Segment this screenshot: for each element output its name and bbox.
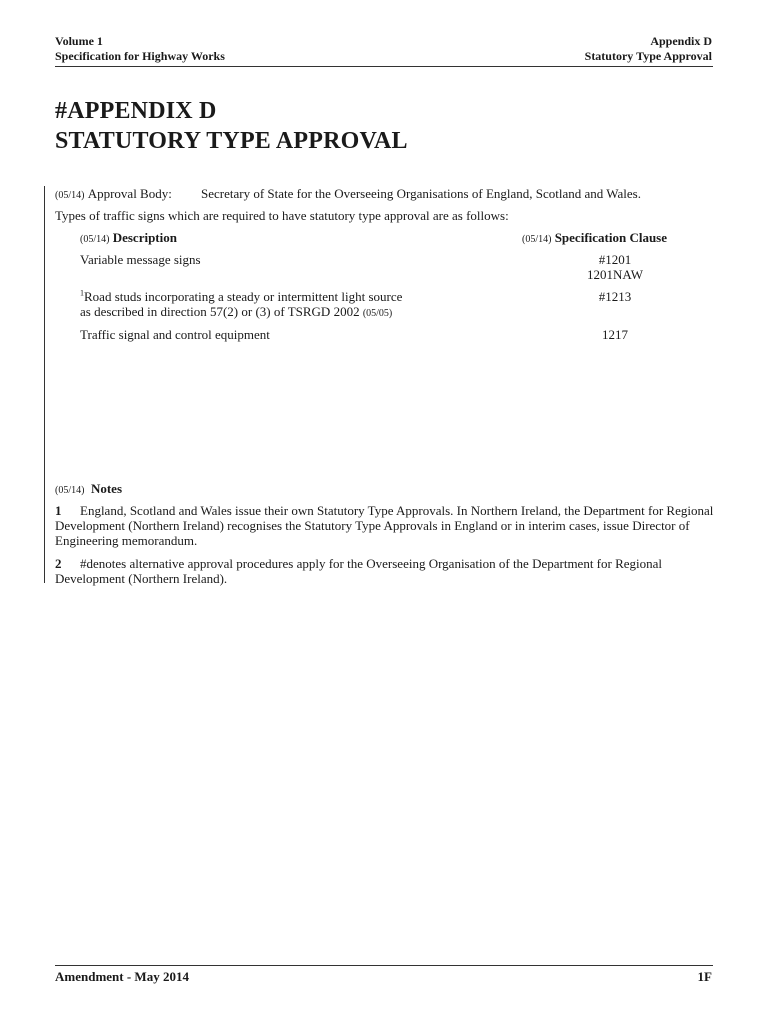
- footnote-marker: 1: [80, 288, 84, 298]
- note-text: England, Scotland and Wales issue their own Statutory Type Approvals. In Northern Ireland, the Department for Regional Development (Northern Ireland) recognises the Statutory Type Approvals in England or in interim cases, issue Director of Engineering memorandum.: [55, 503, 714, 548]
- volume-label: Volume 1: [55, 34, 103, 48]
- note-1: [55, 503, 717, 548]
- table-row-2-description: [80, 289, 480, 321]
- running-header-left: [55, 34, 225, 64]
- title-line-1: #APPENDIX D: [55, 98, 217, 124]
- amendment-tag: (05/14): [522, 234, 552, 245]
- amendment-tag: (05/05): [362, 308, 393, 319]
- clause-column-header: [522, 230, 667, 247]
- clause-value: #1201: [598, 252, 632, 267]
- amendment-tag: (05/14): [80, 234, 110, 245]
- spec-label: Specification for Highway Works: [55, 49, 225, 63]
- description-line: Road studs incorporating a steady or intermittent light source: [84, 289, 403, 304]
- clause-value: 1217: [602, 327, 628, 342]
- note-text: #denotes alternative approval procedures apply for the Overseeing Organisation of the Department for Regional Development (Northern Ireland).: [55, 556, 663, 586]
- amendment-footer: Amendment - May 2014: [55, 969, 189, 984]
- amendment-tag: (05/14): [55, 190, 85, 201]
- amendment-change-bar: [44, 186, 45, 583]
- clause-value: #1213: [598, 289, 632, 304]
- footer-rule: [55, 965, 713, 966]
- running-header-right: [585, 34, 712, 64]
- appendix-label: Appendix D: [650, 34, 712, 48]
- table-row-1-clause: [540, 252, 690, 282]
- notes-heading-text: Notes: [90, 481, 122, 496]
- page-title: [55, 96, 408, 156]
- subject-label: Statutory Type Approval: [584, 49, 712, 63]
- page-number: 1F: [697, 969, 712, 984]
- notes-heading: [55, 481, 122, 498]
- clause-value: 1201NAW: [586, 267, 643, 282]
- table-row-2-clause: [540, 289, 690, 304]
- note-number: 2: [55, 556, 62, 571]
- title-line-2: STATUTORY TYPE APPROVAL: [55, 128, 408, 154]
- header-rule: [55, 66, 713, 67]
- table-row-1-description: Variable message signs: [80, 252, 201, 267]
- table-row-3-clause: [540, 327, 690, 342]
- description-line: as described in direction 57(2) or (3) of TSRGD 2002: [80, 304, 360, 319]
- description-header-text: Description: [112, 230, 177, 245]
- note-number: 1: [55, 503, 62, 518]
- approval-body-line: [55, 186, 641, 203]
- intro-text: Types of traffic signs which are required to have statutory type approval are as follows:: [55, 208, 509, 223]
- amendment-tag: (05/14): [55, 485, 85, 496]
- approval-body-value: Secretary of State for the Overseeing Organisations of England, Scotland and Wales.: [201, 186, 641, 201]
- approval-body-label: Approval Body:: [87, 186, 172, 201]
- clause-header-text: Specification Clause: [554, 230, 668, 245]
- table-row-3-description: Traffic signal and control equipment: [80, 327, 270, 342]
- note-2: [55, 556, 717, 586]
- description-column-header: [80, 230, 177, 247]
